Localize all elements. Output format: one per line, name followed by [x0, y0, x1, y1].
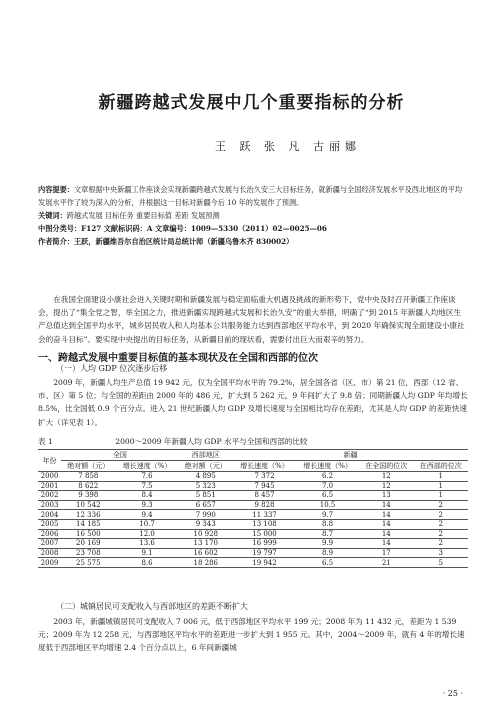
table-row — [38, 519, 468, 529]
group-header-xinjiang: 新疆 — [233, 450, 468, 461]
table-cell: 20 169 — [61, 539, 115, 549]
table-cell: 16 500 — [61, 529, 115, 539]
table-row — [38, 548, 468, 558]
year-header: 年份 — [38, 450, 61, 472]
authors: 王 跃 张 凡 古丽娜 — [215, 140, 361, 153]
table-row — [38, 491, 468, 501]
table-cell: 7 372 — [233, 472, 296, 482]
paragraph-1: 2009 年，新疆人均生产总值 19 942 元，仅为全国平均水平的 79.2%，居全国各省（区、市）第 21 位，西部（12 省、市、区）第 5 位；与全国的差距由 2000 年的 486 元，扩大到 5 262 元，9 年间扩大了 9.8 倍；同期新疆人均 GDP 年均增长 8.5%，比全国低 0.9 个百分点。进入 21 世纪新疆人均 GDP 及增长速度与全国相比均存在差距，尤其是人均 GDP 的差距快速扩大（详见表 1）。 — [38, 378, 468, 427]
table-cell: 12 — [359, 472, 413, 482]
table-cell: 14 — [359, 500, 413, 510]
table-cell: 10 542 — [61, 500, 115, 510]
table-cell: 2007 — [38, 539, 61, 549]
table-cell: 5 — [414, 558, 469, 568]
table-cell: 11 337 — [233, 510, 296, 520]
table-cell: 9 398 — [61, 491, 115, 501]
table-cell: 9.7 — [296, 510, 359, 520]
table-cell: 2009 — [38, 558, 61, 568]
table-cell: 8.4 — [116, 491, 179, 501]
table-cell: 14 — [359, 529, 413, 539]
table-cell: 2003 — [38, 500, 61, 510]
abstract-block — [38, 183, 468, 248]
table-cell: 21 — [359, 558, 413, 568]
table-cell: 9.3 — [116, 500, 179, 510]
table-cell: 14 — [359, 539, 413, 549]
table-cell: 7.6 — [116, 472, 179, 482]
table-cell: 14 — [359, 510, 413, 520]
table-cell: 9.1 — [116, 548, 179, 558]
subheader: 增长速度（%） — [116, 461, 179, 472]
classification-line: 中图分类号：F127 文献标识码：A 文章编号：1009—5330（2011）02—0025—06 — [38, 224, 327, 233]
group-header-national: 全国 — [61, 450, 178, 461]
table-cell: 12.0 — [116, 529, 179, 539]
table-cell: 9 828 — [233, 500, 296, 510]
table-cell: 1 — [414, 472, 469, 482]
table-cell: 16 999 — [233, 539, 296, 549]
table-cell: 8 622 — [61, 481, 115, 491]
table-cell: 17 — [359, 548, 413, 558]
table-cell: 6 657 — [179, 500, 233, 510]
table-caption: 表 1 2000～2009 年新疆人均 GDP 水平与全国和西部的比较 — [38, 437, 308, 446]
table-cell: 14 185 — [61, 519, 115, 529]
subsection-heading-1: （一）人均 GDP 位次逐步后移 — [56, 364, 168, 373]
table-cell: 2002 — [38, 491, 61, 501]
table-cell: 19 797 — [233, 548, 296, 558]
table-cell: 10.7 — [116, 519, 179, 529]
table-row — [38, 539, 468, 549]
table-row — [38, 510, 468, 520]
subsection-heading-2: （二）城镇居民可支配收入与西部地区的差距不断扩大 — [56, 602, 248, 611]
table-cell: 18 286 — [179, 558, 233, 568]
author-info: 作者简介：王跃，新疆维吾尔自治区统计局总统计师（新疆乌鲁木齐 830002） — [38, 237, 294, 246]
table-cell: 4 895 — [179, 472, 233, 482]
table-cell: 13 — [359, 491, 413, 501]
keywords: 关键词：跨越式发展 目标任务 重要目标值 差距 发展预测 — [38, 211, 220, 220]
page-number: · 25 · — [442, 689, 463, 698]
abstract-text: 内容提要：文章根据中央新疆工作座谈会实现新疆跨越式发展与长治久安三大目标任务，就新疆与全国经济发展水平及西北地区的平均发展水平作了较为深入的分析，并根据这一目标对新疆今后 10 年的发展作了预测。 — [38, 185, 463, 207]
table-cell: 8.7 — [296, 529, 359, 539]
paragraph-2: 2003 年，新疆城镇居民可支配收入 7 006 元，低于西部地区平均水平 199 元；2008 年为 11 432 元，差距为 1 539 元；2009 年为 12 258 元，与西部地区平均水平的差距进一步扩大到 1 955 元。其中，2004～2009 年，就有 4 年的增长速度低于西部地区平均增速 2.4 个百分点以上，6 年间新疆城 — [38, 617, 465, 653]
subheader: 绝对额（元） — [179, 461, 233, 472]
table-cell: 2 — [414, 539, 469, 549]
table-cell: 8.6 — [116, 558, 179, 568]
table-cell: 10.5 — [296, 500, 359, 510]
table-cell: 2 — [414, 510, 469, 520]
table-cell: 6.5 — [296, 491, 359, 501]
table-cell: 7 990 — [179, 510, 233, 520]
table-cell: 25 575 — [61, 558, 115, 568]
table-cell: 9.9 — [296, 539, 359, 549]
table-row — [38, 558, 468, 568]
data-table — [38, 449, 468, 568]
table-cell: 13 170 — [179, 539, 233, 549]
table-cell: 16 602 — [179, 548, 233, 558]
table-cell: 7 945 — [233, 481, 296, 491]
table-cell: 13 108 — [233, 519, 296, 529]
group-header-west: 西部地区 — [179, 450, 233, 461]
table-cell: 12 — [359, 481, 413, 491]
table-cell: 6.2 — [296, 472, 359, 482]
table-cell: 5 323 — [179, 481, 233, 491]
table-cell: 14 — [359, 519, 413, 529]
table-cell: 8.8 — [296, 519, 359, 529]
table-cell: 2008 — [38, 548, 61, 558]
table-cell: 9.4 — [116, 510, 179, 520]
table-cell: 9 343 — [179, 519, 233, 529]
table-cell: 7 858 — [61, 472, 115, 482]
table-cell: 2004 — [38, 510, 61, 520]
table-cell: 12 336 — [61, 510, 115, 520]
table-row — [38, 472, 468, 482]
table-row — [38, 529, 468, 539]
subheader: 在西部的位次 — [414, 461, 469, 472]
table-cell: 1 — [414, 491, 469, 501]
table-cell: 7.5 — [116, 481, 179, 491]
subheader: 增长速度（%） — [233, 461, 296, 472]
table-row — [38, 481, 468, 491]
section-heading-1: 一、跨越式发展中重要目标值的基本现状及在全国和西部的位次 — [38, 353, 318, 364]
table-cell: 2000 — [38, 472, 61, 482]
table-cell: 2 — [414, 529, 469, 539]
table-cell: 15 000 — [233, 529, 296, 539]
table-cell: 13.6 — [116, 539, 179, 549]
subheader: 在全国的位次 — [359, 461, 413, 472]
table-cell: 2 — [414, 519, 469, 529]
table-cell: 6.5 — [296, 558, 359, 568]
paper-title: 新疆跨越式发展中几个重要指标的分析 — [98, 93, 405, 113]
table-cell: 3 — [414, 548, 469, 558]
table-cell: 10 928 — [179, 529, 233, 539]
intro-paragraph: 在我国全面建设小康社会进入关键时期和新疆发展与稳定面临重大机遇及挑战的新形势下，党中央及时召开新疆工作座谈会，提出了“集全党之智，举全国之力，推进新疆实现跨越式发展和长治久安”的重大举措，明确了“到 2015 年新疆人均地区生产总值达到全国平均水平，城乡居民收入和人均基本公共服务能力达到西部地区平均水平，到 2020 年确保实现全面建设小康社会的奋斗目标”。要实现中央提出的目标任务，从新疆目前的现状看，需要付出巨大而艰辛的努力。 — [38, 295, 465, 344]
table-cell: 23 708 — [61, 548, 115, 558]
table-cell: 2005 — [38, 519, 61, 529]
table-cell: 8.9 — [296, 548, 359, 558]
table-cell: 2 — [414, 500, 469, 510]
table-cell: 1 — [414, 481, 469, 491]
table-row — [38, 500, 468, 510]
table-cell: 2006 — [38, 529, 61, 539]
table-cell: 2001 — [38, 481, 61, 491]
table-cell: 19 942 — [233, 558, 296, 568]
subheader: 增长速度（%） — [296, 461, 359, 472]
table-cell: 5 851 — [179, 491, 233, 501]
table-cell: 8 457 — [233, 491, 296, 501]
table-cell: 7.0 — [296, 481, 359, 491]
subheader: 绝对额（元） — [61, 461, 115, 472]
